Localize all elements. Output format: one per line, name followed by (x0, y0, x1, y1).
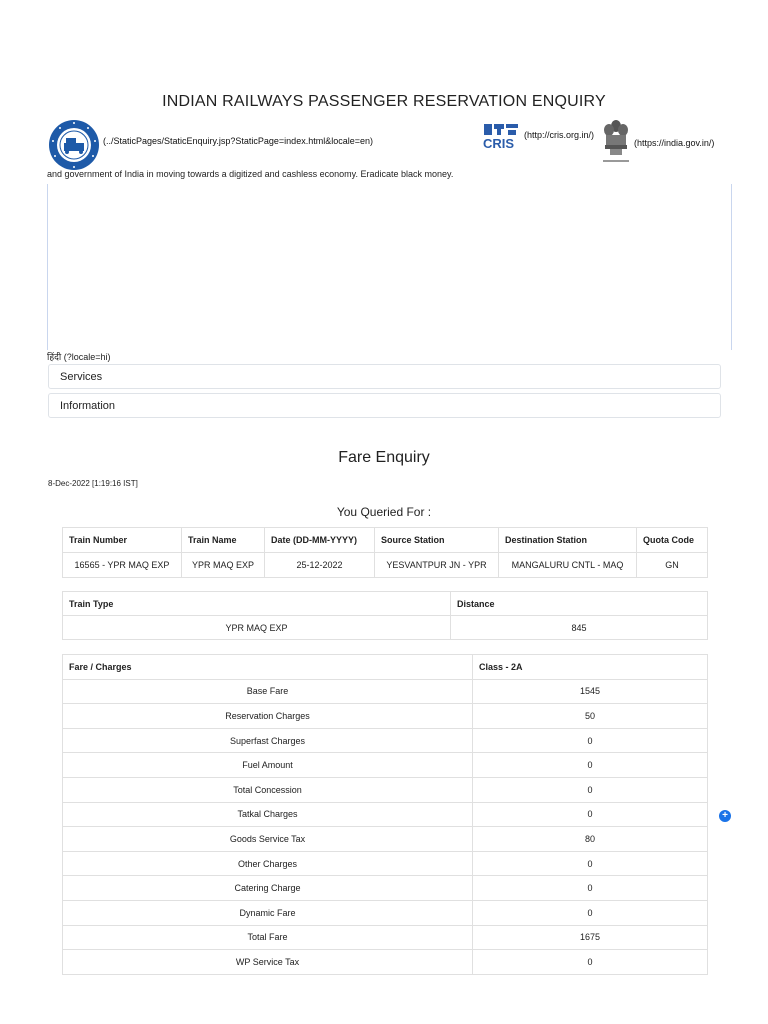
services-menu[interactable]: Services (48, 364, 721, 389)
train-number-cell: 16565 - YPR MAQ EXP (63, 553, 182, 578)
cris-link[interactable]: (http://cris.org.in/) (524, 130, 595, 140)
table-row (63, 679, 708, 704)
table-row (63, 876, 708, 901)
fare-value-cell: 0 (473, 876, 708, 901)
source-station-cell: YESVANTPUR JN - YPR (375, 553, 499, 578)
table-row (63, 851, 708, 876)
quota-code-cell: GN (637, 553, 708, 578)
plus-circle-icon[interactable]: + (719, 810, 731, 822)
fare-value-cell: 0 (473, 802, 708, 827)
state-emblem-icon[interactable] (600, 118, 632, 166)
india-gov-link[interactable]: (https://india.gov.in/) (634, 138, 715, 148)
table-row (63, 950, 708, 975)
ticker-marquee: and government of India in moving towards a digitized and cashless economy. Eradicate black money. (47, 169, 454, 179)
fare-label-cell: Dynamic Fare (63, 900, 473, 925)
timestamp: 8-Dec-2022 [1:19:16 IST] (48, 479, 138, 488)
fare-label-cell: Base Fare (63, 679, 473, 704)
fare-label-cell: Tatkal Charges (63, 802, 473, 827)
table-row (63, 925, 708, 950)
train-number-header: Train Number (63, 528, 182, 553)
fare-table (62, 654, 708, 975)
table-row (63, 777, 708, 802)
table-row (63, 728, 708, 753)
hindi-language-link[interactable]: हिंदी (?locale=hi) (47, 352, 111, 362)
fare-charges-header: Fare / Charges (63, 655, 473, 680)
fare-label-cell: Other Charges (63, 851, 473, 876)
information-menu[interactable]: Information (48, 393, 721, 418)
train-type-header: Train Type (63, 592, 451, 616)
date-cell: 25-12-2022 (265, 553, 375, 578)
train-type-cell: YPR MAQ EXP (63, 616, 451, 640)
fare-label-cell: Superfast Charges (63, 728, 473, 753)
train-type-table (62, 591, 708, 640)
fare-label-cell: Reservation Charges (63, 704, 473, 729)
fare-value-cell: 0 (473, 777, 708, 802)
distance-cell: 845 (451, 616, 708, 640)
fare-value-cell: 0 (473, 728, 708, 753)
home-link[interactable]: (../StaticPages/StaticEnquiry.jsp?StaticPage=index.html&locale=en) (103, 136, 373, 146)
fare-value-cell: 0 (473, 900, 708, 925)
table-row (63, 900, 708, 925)
destination-station-cell: MANGALURU CNTL - MAQ (499, 553, 637, 578)
train-name-cell: YPR MAQ EXP (182, 553, 265, 578)
fare-value-cell: 0 (473, 851, 708, 876)
indian-railways-logo[interactable] (48, 119, 100, 171)
page-title: INDIAN RAILWAYS PASSENGER RESERVATION ENQUIRY (162, 93, 606, 110)
table-row (63, 753, 708, 778)
fare-value-cell: 50 (473, 704, 708, 729)
fare-value-cell: 80 (473, 827, 708, 852)
fare-label-cell: Fuel Amount (63, 753, 473, 778)
fare-label-cell: Total Concession (63, 777, 473, 802)
distance-header: Distance (451, 592, 708, 616)
fare-label-cell: Catering Charge (63, 876, 473, 901)
table-row (63, 827, 708, 852)
query-table (62, 527, 708, 578)
queried-for-heading: You Queried For : (336, 505, 432, 519)
cris-logo[interactable] (482, 122, 522, 152)
fare-label-cell: Goods Service Tax (63, 827, 473, 852)
fare-value-cell: 1675 (473, 925, 708, 950)
fare-value-cell: 1545 (473, 679, 708, 704)
destination-station-header: Destination Station (499, 528, 637, 553)
class-header: Class - 2A (473, 655, 708, 680)
fare-label-cell: WP Service Tax (63, 950, 473, 975)
frame-border-right (731, 184, 732, 350)
fare-value-cell: 0 (473, 753, 708, 778)
date-header: Date (DD-MM-YYYY) (265, 528, 375, 553)
fare-label-cell: Total Fare (63, 925, 473, 950)
quota-code-header: Quota Code (637, 528, 708, 553)
table-row (63, 802, 708, 827)
source-station-header: Source Station (375, 528, 499, 553)
train-name-header: Train Name (182, 528, 265, 553)
cris-logo-text: CRIS (483, 136, 515, 151)
fare-value-cell: 0 (473, 950, 708, 975)
frame-border-left (47, 184, 48, 350)
fare-enquiry-title: Fare Enquiry (338, 449, 430, 466)
table-row (63, 704, 708, 729)
